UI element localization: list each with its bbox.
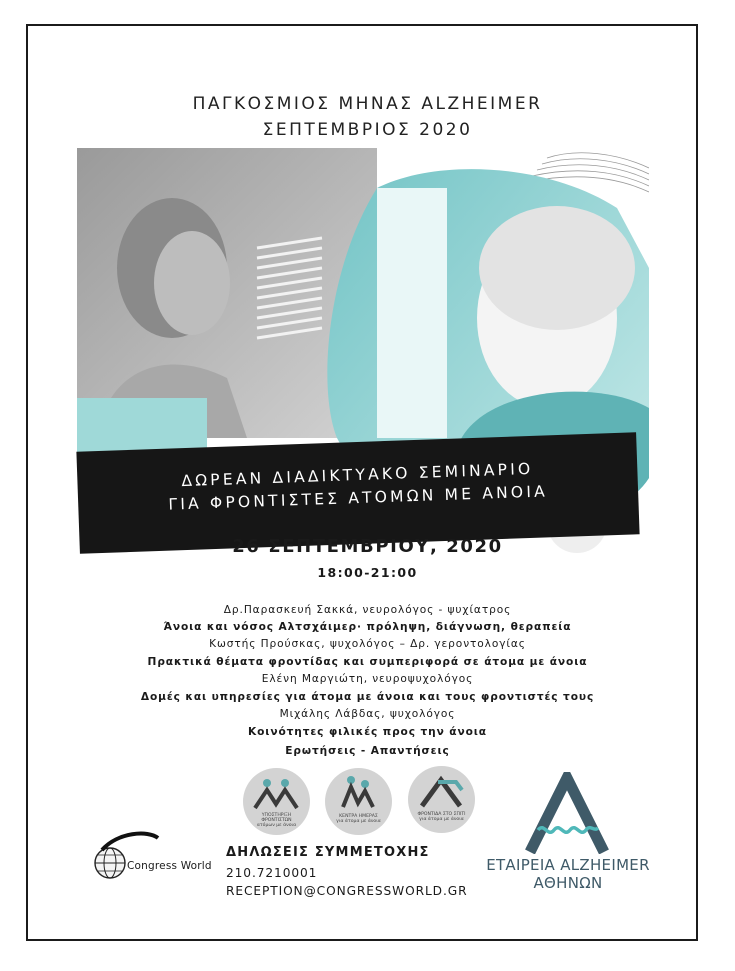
logo-caption: ΥΠΟΣΤΗΡΙΞΗ — [261, 813, 292, 818]
program-line: Ερωτήσεις - Απαντήσεις — [285, 745, 450, 757]
program-line: Ελένη Μαργιώτη, νευροψυχολόγος — [261, 673, 474, 685]
society-name-line-1: ΕΤΑΙΡΕΙΑ ALZHEIMER — [486, 856, 650, 874]
home-roof-icon — [408, 772, 475, 812]
logo-caption: ΚΕΝΤΡΑ ΗΜΕΡΑΣ — [339, 814, 378, 819]
banner-line-2: ΓΙΑ ΦΡΟΝΤΙΣΤΕΣ ΑΤΟΜΩΝ ΜΕ ΑΝΟΙΑ — [168, 482, 549, 514]
program-line: Άνοια και νόσος Αλτσχάιμερ· πρόληψη, διάγνωση, θεραπεία — [163, 621, 572, 633]
event-date: 26 ΣΕΠΤΕΜΒΡΙΟΥ, 2020 — [232, 536, 503, 557]
program-line: Μιχάλης Λάβδας, ψυχολόγος — [279, 708, 456, 720]
program-line: Δομές και υπηρεσίες για άτομα με άνοια και τους φροντιστές τους — [140, 691, 595, 703]
program-line: Κωστής Προύσκας, ψυχολόγος – Δρ. γεροντολογίας — [209, 638, 526, 650]
event-time: 18:00-21:00 — [317, 565, 418, 580]
day-centers-logo — [325, 768, 392, 835]
day-center-people-icon — [325, 773, 392, 813]
logo-caption: για άτομα με άνοια — [419, 817, 464, 822]
caregivers-icon — [243, 774, 310, 814]
logo-caption: για άτομα με άνοια — [336, 819, 381, 824]
header-line-2: ΣΕΠΤΕΜΒΡΙΟΣ 2020 — [262, 120, 473, 140]
banner-line-1: ΔΩΡΕΑΝ ΔΙΑΔΙΚΤΥΑΚΟ ΣΕΜΙΝΑΡΙΟ — [181, 459, 534, 491]
home-care-logo — [408, 766, 475, 833]
logo-caption: ΦΡΟΝΤΙΣΤΩΝ — [261, 818, 292, 823]
alzheimer-athens-logo-icon — [522, 772, 612, 854]
program-line: Κοινότητες φιλικές προς την άνοια — [248, 726, 487, 738]
program-line: Πρακτικά θέματα φροντίδας και συμπεριφορά σε άτομα με άνοια — [147, 656, 588, 668]
logo-caption: ΦΡΟΝΤΙΔΑ ΣΤΟ ΣΠΙΤΙ — [417, 812, 466, 817]
caregiver-support-logo — [243, 768, 310, 835]
registration-phone: 210.7210001 — [226, 866, 318, 880]
program-line: Δρ.Παρασκευή Σακκά, νευρολόγος - ψυχίατρος — [223, 604, 512, 616]
header-line-1: ΠΑΓΚΟΣΜΙΟΣ ΜΗΝΑΣ ALZHEIMER — [192, 94, 543, 114]
registration-email: RECEPTION@CONGRESSWORLD.GR — [226, 884, 468, 898]
organizer-name: Congress World — [127, 860, 212, 872]
logo-caption: ατόμων με άνοια — [256, 823, 297, 828]
society-name-line-2: ΑΘΗΝΩΝ — [533, 874, 603, 892]
registration-title: ΔΗΛΩΣΕΙΣ ΣΥΜΜΕΤΟΧΗΣ — [226, 845, 430, 860]
